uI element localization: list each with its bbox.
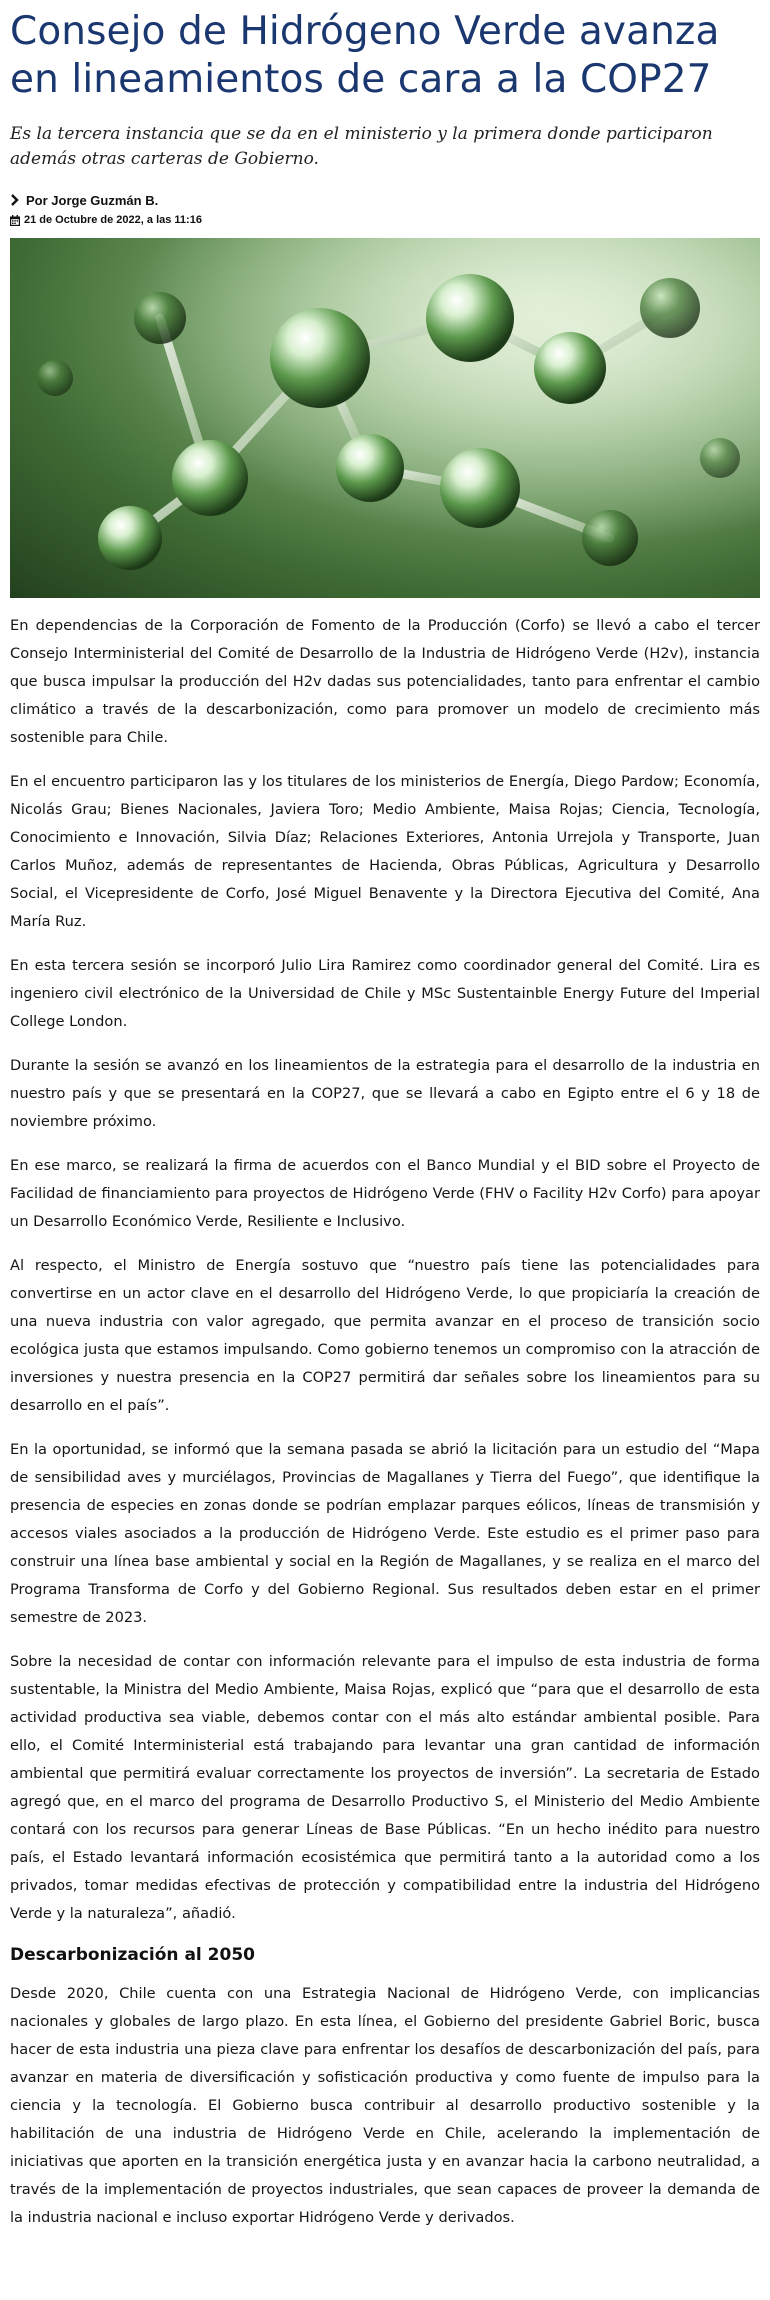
calendar-icon [10,214,20,226]
paragraph: En dependencias de la Corporación de Fomento de la Producción (Corfo) se llevó a cabo el tercer Consejo Interministerial del Comité de Desarrollo de la Industria de Hidrógeno Verde (H2v), instancia que busca impulsar la producción del H2v dadas sus potencialidades, tanto para enfrentar el cambio climático a través de la descarbonización, como para promover un modelo de crecimiento más sostenible para Chile. [10,617,760,746]
chevron-right-icon [10,193,22,207]
paragraph: En la oportunidad, se informó que la semana pasada se abrió la licitación para un estudio del “Mapa de sensibilidad aves y murciélagos, Provincias de Magallanes y Tierra del Fuego”, que identifique la presencia de especies en zonas donde se podrían emplazar parques eólicos, líneas de transmisión y accesos viales asociados a la producción de Hidrógeno Verde. Este estudio es el primer paso para construir una línea base ambiental y social en la Región de Magallanes, y se realiza en el marco del Programa Transforma de Corfo y del Gobierno Regional. Sus resultados deben estar en el primer semestre de 2023. [10,1441,760,1626]
paragraph: En ese marco, se realizará la firma de acuerdos con el Banco Mundial y el BID sobre el Proyecto de Facilidad de financiamiento para proyectos de Hidrógeno Verde (FHV o Facility H2v Corfo) para apoyar un Desarrollo Económico Verde, Resiliente e Inclusivo. [10,1157,760,1230]
paragraph: Durante la sesión se avanzó en los lineamientos de la estrategia para el desarrollo de la industria en nuestro país y que se presentará en la COP27, que se llevará a cabo en Egipto entre el 6 y 18 de noviembre próximo. [10,1057,760,1130]
paragraph: En el encuentro participaron las y los titulares de los ministerios de Energía, Diego Pardow; Economía, Nicolás Grau; Bienes Nacionales, Javiera Toro; Medio Ambiente, Maisa Rojas; Ciencia, Tecnología, Conocimiento e Innovación, Silvia Díaz; Relaciones Exteriores, Antonia Urrejola y Transporte, Juan Carlos Muñoz, además de representantes de Hacienda, Obras Públicas, Agricultura y Desarrollo Social, el Vicepresidente de Corfo, José Miguel Benavente y la Directora Ejecutiva del Comité, Ana María Ruz. [10,773,760,930]
paragraph: Sobre la necesidad de contar con información relevante para el impulso de esta industria de forma sustentable, la Ministra del Medio Ambiente, Maisa Rojas, explicó que “para que el desarrollo de esta actividad productiva sea viable, debemos contar con el más alto estándar ambiental posible. Para ello, el Comité Interministerial está trabajando para levantar una gran cantidad de información ambiental que permitirá evaluar correctamente los proyectos de inversión”. La secretaria de Estado agregó que, en el marco del programa de Desarrollo Productivo S, el Ministerio del Medio Ambiente contará con los recursos para generar Líneas de Base Públicas. “En un hecho inédito para nuestro país, el Estado levantará información ecosistémica que permitirá tanto a la autoridad como a los privados, tomar medidas efectivas de protección y compatibilidad entre la industria del Hidrógeno Verde y la naturaleza”, añadió. [10,1653,760,1922]
article-title: Consejo de Hidrógeno Verde avanza en lineamientos de cara a la COP27 [10,9,720,102]
paragraph: Desde 2020, Chile cuenta con una Estrategia Nacional de Hidrógeno Verde, con implicancias nacionales y globales de largo plazo. En esta línea, el Gobierno del presidente Gabriel Boric, busca hacer de esta industria una pieza clave para enfrentar los desafíos de descarbonización del país, para avanzar en materia de diversificación y sofisticación productiva y como fuente de impulso para la ciencia y la tecnología. El Gobierno busca contribuir al desarrollo productivo sostenible y la habilitación de una industria de Hidrógeno Verde en Chile, acelerando la implementación de iniciativas que aporten en la transición energética justa y en avanzar hacia la carbono neutralidad, a través de la implementación de proyectos industriales, que sean capaces de proveer la demanda de la industria nacional e incluso exportar Hidrógeno Verde y derivados. [10,1985,760,2226]
article-body [10,612,760,2232]
molecule-illustration [10,238,760,598]
hero-image [10,238,760,598]
article-subtitle: Es la tercera instancia que se da en el ministerio y la primera donde participaron además otras carteras de Gobierno. [10,124,713,169]
publish-date: 21 de Octubre de 2022, a las 11:16 [24,214,202,226]
author-row [10,190,760,210]
paragraph: Al respecto, el Ministro de Energía sostuvo que “nuestro país tiene las potencialidades para convertirse en un actor clave en el desarrollo del Hidrógeno Verde, lo que propiciaría la creación de una nueva industria con valor agregado, que permita avanzar en el proceso de transición socio ecológica justa que estamos impulsando. Como gobierno tenemos un compromiso con la atracción de inversiones y nuestra presencia en la COP27 permitirá dar señales sobre los lineamientos para su desarrollo en el país”. [10,1257,760,1414]
section-heading: Descarbonización al 2050 [10,1945,255,1965]
paragraph: En esta tercera sesión se incorporó Julio Lira Ramirez como coordinador general del Comité. Lira es ingeniero civil electrónico de la Universidad de Chile y MSc Sustentainble Energy Future del Imperial College London. [10,957,760,1030]
author-link[interactable]: Por Jorge Guzmán B. [26,192,159,208]
date-row [10,210,760,230]
article-meta [10,190,760,230]
